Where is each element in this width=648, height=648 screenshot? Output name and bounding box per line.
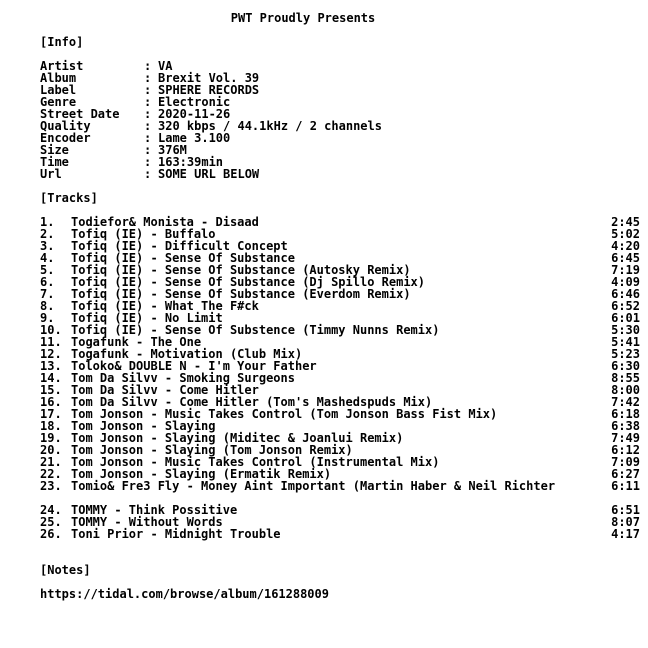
track-title: Tofiq (IE) - Sense Of Substance (Everdom Remix) xyxy=(71,287,411,301)
track-duration: 7:42 xyxy=(611,395,640,409)
tracks-section-label: [Tracks] xyxy=(40,191,98,205)
track-title: TOMMY - Think Possitive xyxy=(71,503,238,517)
info-separator: : xyxy=(144,119,152,133)
info-separator: : xyxy=(144,143,152,157)
track-title: Tofiq (IE) - Sense Of Substance xyxy=(71,251,295,265)
info-separator: : xyxy=(144,83,152,97)
track-duration: 4:09 xyxy=(611,275,640,289)
track-title: Tofiq (IE) - Buffalo xyxy=(71,227,216,241)
info-key: Genre xyxy=(40,95,77,109)
track-duration: 6:01 xyxy=(611,311,640,325)
track-duration: 6:12 xyxy=(611,443,640,457)
info-separator: : xyxy=(144,95,152,109)
track-number: 25. xyxy=(40,515,62,529)
info-key: Artist xyxy=(40,59,84,73)
track-duration: 4:17 xyxy=(611,527,640,541)
info-separator: : xyxy=(144,131,152,145)
track-title: Tofiq (IE) - Sense Of Substance (Dj Spillo Remix) xyxy=(71,275,426,289)
track-duration: 5:30 xyxy=(611,323,640,337)
track-number: 10. xyxy=(40,323,62,337)
notes-section-label: [Notes] xyxy=(40,563,91,577)
track-number: 17. xyxy=(40,407,62,421)
track-duration: 6:11 xyxy=(611,479,640,493)
info-separator: : xyxy=(144,107,152,121)
track-duration: 8:00 xyxy=(611,383,640,397)
track-number: 11. xyxy=(40,335,62,349)
track-number: 7. xyxy=(40,287,55,301)
track-duration: 6:46 xyxy=(611,287,640,301)
track-number: 13. xyxy=(40,359,62,373)
info-value: SOME URL BELOW xyxy=(158,167,260,181)
info-value: VA xyxy=(158,59,173,73)
track-duration: 6:38 xyxy=(611,419,640,433)
info-separator: : xyxy=(144,167,152,181)
info-separator: : xyxy=(144,155,152,169)
track-number: 14. xyxy=(40,371,62,385)
track-number: 3. xyxy=(40,239,55,253)
track-title: Tom Da Silvv - Come Hitler xyxy=(71,383,259,397)
track-title: Tom Jonson - Music Takes Control (Instrumental Mix) xyxy=(71,455,440,469)
track-title: TOMMY - Without Words xyxy=(71,515,223,529)
track-title: Tom Jonson - Slaying xyxy=(71,419,216,433)
track-title: Tofiq (IE) - No Limit xyxy=(71,311,223,325)
info-key: Encoder xyxy=(40,131,91,145)
track-duration: 6:52 xyxy=(611,299,640,313)
track-number: 15. xyxy=(40,383,62,397)
track-duration: 2:45 xyxy=(611,215,640,229)
track-number: 2. xyxy=(40,227,55,241)
info-value: Brexit Vol. 39 xyxy=(158,71,260,85)
track-number: 9. xyxy=(40,311,55,325)
info-value: SPHERE RECORDS xyxy=(158,83,260,97)
track-number: 18. xyxy=(40,419,62,433)
track-title: Tofiq (IE) - Sense Of Substance (Autosky Remix) xyxy=(71,263,411,277)
track-title: Tofiq (IE) - Difficult Concept xyxy=(71,239,288,253)
track-duration: 8:07 xyxy=(611,515,640,529)
track-title: Togafunk - Motivation (Club Mix) xyxy=(71,347,303,361)
info-section-label: [Info] xyxy=(40,35,84,49)
info-separator: : xyxy=(144,59,152,73)
notes-url: https://tidal.com/browse/album/161288009 xyxy=(40,587,329,601)
info-value: 2020-11-26 xyxy=(158,107,231,121)
track-number: 6. xyxy=(40,275,55,289)
track-duration: 6:51 xyxy=(611,503,640,517)
track-number: 24. xyxy=(40,503,62,517)
track-duration: 8:55 xyxy=(611,371,640,385)
track-duration: 6:30 xyxy=(611,359,640,373)
track-title: Tom Da Silvv - Smoking Surgeons xyxy=(71,371,295,385)
track-duration: 4:20 xyxy=(611,239,640,253)
track-duration: 7:09 xyxy=(611,455,640,469)
info-separator: : xyxy=(144,71,152,85)
info-key: Time xyxy=(40,155,69,169)
track-title: Todiefor& Monista - Disaad xyxy=(71,215,259,229)
info-key: Url xyxy=(40,167,62,181)
track-duration: 7:49 xyxy=(611,431,640,445)
track-duration: 5:41 xyxy=(611,335,640,349)
track-title: Toni Prior - Midnight Trouble xyxy=(71,527,281,541)
track-number: 8. xyxy=(40,299,55,313)
track-title: Tofiq (IE) - What The F#ck xyxy=(71,299,259,313)
info-key: Street Date xyxy=(40,107,120,121)
info-key: Label xyxy=(40,83,77,97)
track-number: 1. xyxy=(40,215,55,229)
info-value: Lame 3.100 xyxy=(158,131,231,145)
track-number: 4. xyxy=(40,251,55,265)
track-duration: 5:23 xyxy=(611,347,640,361)
track-duration: 6:45 xyxy=(611,251,640,265)
track-title: Tofiq (IE) - Sense Of Substence (Timmy Nunns Remix) xyxy=(71,323,440,337)
info-value: Electronic xyxy=(158,95,231,109)
track-number: 20. xyxy=(40,443,62,457)
page-title: PWT Proudly Presents xyxy=(230,11,376,25)
track-title: Toloko& DOUBLE N - I'm Your Father xyxy=(71,359,317,373)
track-duration: 6:27 xyxy=(611,467,640,481)
track-title: Tom Jonson - Slaying (Ermatik Remix) xyxy=(71,467,332,481)
track-number: 12. xyxy=(40,347,62,361)
track-number: 22. xyxy=(40,467,62,481)
track-number: 19. xyxy=(40,431,62,445)
track-title: Tomio& Fre3 Fly - Money Aint Important (Martin Haber & Neil Richter xyxy=(71,479,556,493)
info-value: 376M xyxy=(158,143,187,157)
track-duration: 5:02 xyxy=(611,227,640,241)
track-title: Tom Jonson - Slaying (Tom Jonson Remix) xyxy=(71,443,353,457)
info-value: 320 kbps / 44.1kHz / 2 channels xyxy=(158,119,382,133)
track-number: 5. xyxy=(40,263,55,277)
track-number: 16. xyxy=(40,395,62,409)
info-key: Size xyxy=(40,143,69,157)
info-row xyxy=(40,168,259,180)
track-title: Tom Da Silvv - Come Hitler (Tom's Mashedspuds Mix) xyxy=(71,395,433,409)
track-title: Togafunk - The One xyxy=(71,335,202,349)
track-number: 21. xyxy=(40,455,62,469)
track-duration: 7:19 xyxy=(611,263,640,277)
track-title: Tom Jonson - Slaying (Miditec & Joanlui Remix) xyxy=(71,431,404,445)
track-number: 26. xyxy=(40,527,62,541)
info-key: Album xyxy=(40,71,77,85)
info-key: Quality xyxy=(40,119,91,133)
track-title: Tom Jonson - Music Takes Control (Tom Jonson Bass Fist Mix) xyxy=(71,407,498,421)
info-value: 163:39min xyxy=(158,155,224,169)
track-duration: 6:18 xyxy=(611,407,640,421)
track-number: 23. xyxy=(40,479,62,493)
